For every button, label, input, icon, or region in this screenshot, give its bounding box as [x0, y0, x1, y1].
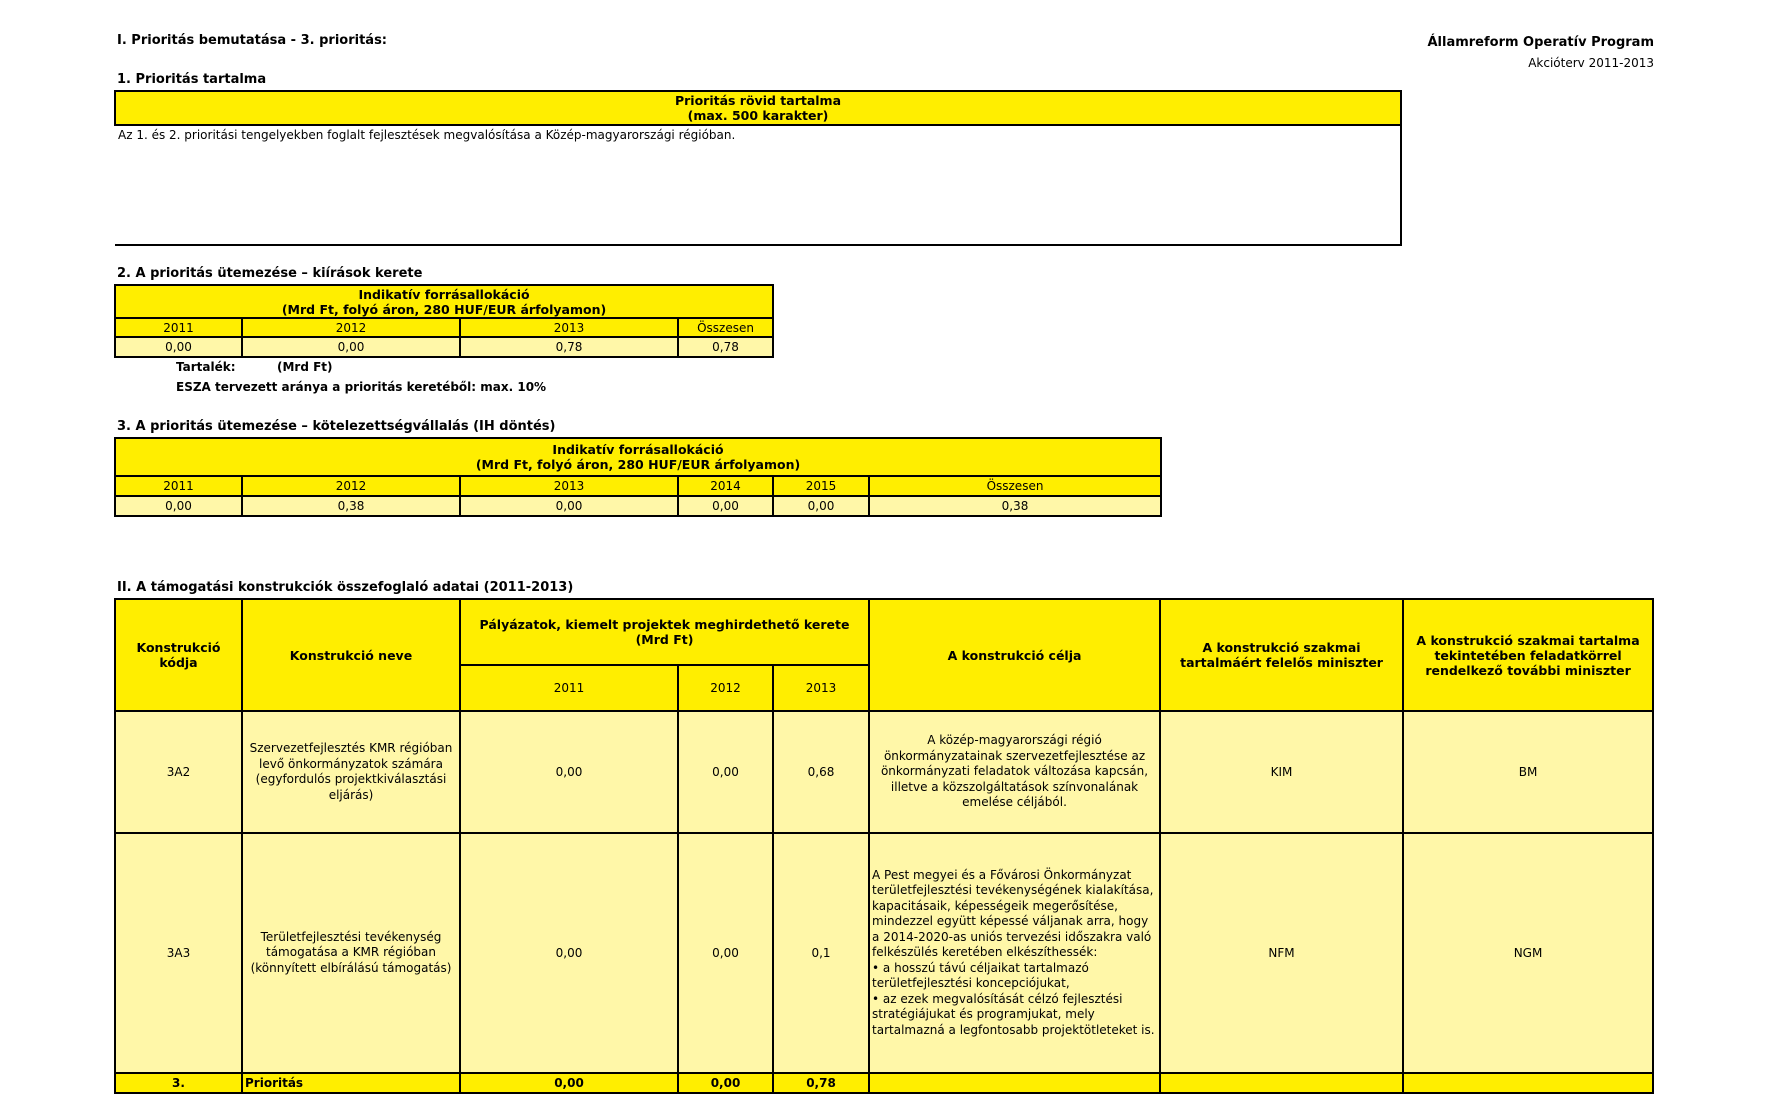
row2-minister: NFM: [1160, 833, 1403, 1073]
s2-val-2012: 0,00: [242, 337, 460, 357]
total-2011: 0,00: [460, 1073, 678, 1093]
section-title: I. Prioritás bemutatása - 3. prioritás:: [117, 33, 388, 48]
row1-2012: 0,00: [678, 711, 773, 833]
plan-title: Akcióterv 2011-2013: [1528, 56, 1654, 70]
row1-other-minister: BM: [1403, 711, 1653, 833]
row2-2013: 0,1: [773, 833, 869, 1073]
s3-col-total: Összesen: [869, 476, 1161, 496]
s3-col-2013: 2013: [460, 476, 678, 496]
s2-table-header: [115, 285, 773, 318]
row2-other-minister: NGM: [1403, 833, 1653, 1073]
total-row: [115, 1073, 1653, 1093]
hdr-2012: 2012: [678, 665, 773, 711]
s3-col-2014: 2014: [678, 476, 773, 496]
row1-code: 3A2: [115, 711, 242, 833]
s2-col-2012: 2012: [242, 318, 460, 337]
hdr-budget: Pályázatok, kiemelt projektek meghirdethető kerete (Mrd Ft): [460, 599, 869, 665]
hdr-2013: 2013: [773, 665, 869, 711]
row2-goal-line3: • az ezek megvalósítását célzó fejlesztési stratégiájukat és programjukat, mely tartalmazná a legfontosabb projektötleteket is.: [872, 991, 1155, 1037]
priority-content-header-line2: (max. 500 karakter): [687, 108, 829, 123]
s3-col-2011: 2011: [115, 476, 242, 496]
row1-name: Szervezetfejlesztés KMR régióban levő önkormányzatok számára (egyfordulós projektkiválasztási eljárás): [242, 711, 460, 833]
s2-val-2011: 0,00: [115, 337, 242, 357]
row2-goal-line1: A Pest megyei és a Fővárosi Önkormányzat területfejlesztési tevékenységének kialakítása, kapacitásaik, képességeik megerősítése, mindezzel együtt képessé váljanak arra, hogy a 2014-2020-as uniós tervezési időszakra való felkészülés keretében elkészíthessék:: [872, 867, 1154, 960]
hdr-code: Konstrukció kódja: [115, 599, 242, 711]
s2-allocation-table: [114, 284, 774, 358]
s2-val-2013: 0,78: [460, 337, 678, 357]
s2-table-header-line1: Indikatív forrásallokáció: [358, 286, 530, 302]
priority-content-header: [115, 91, 1401, 125]
construction-summary-table: [114, 598, 1654, 1094]
table-row: [115, 711, 1653, 833]
esza-note: ESZA tervezett aránya a prioritás keretéből: max. 10%: [176, 380, 547, 394]
s2-col-total: Összesen: [678, 318, 773, 337]
s4-title: II. A támogatási konstrukciók összefoglaló adatai (2011-2013): [117, 580, 574, 595]
s2-col-2013: 2013: [460, 318, 678, 337]
row2-goal: [869, 833, 1160, 1073]
row1-2013: 0,68: [773, 711, 869, 833]
reserve-unit: (Mrd Ft): [277, 360, 333, 374]
s3-val-total: 0,38: [869, 496, 1161, 516]
hdr-goal: A konstrukció célja: [869, 599, 1160, 711]
s3-table-header-line1: Indikatív forrásallokáció: [552, 442, 724, 457]
total-name: Prioritás: [242, 1073, 460, 1093]
s3-title: 3. A prioritás ütemezése – kötelezettségvállalás (IH döntés): [117, 419, 556, 434]
s3-col-2012: 2012: [242, 476, 460, 496]
priority-content-header-line1: Prioritás rövid tartalma: [674, 93, 842, 108]
row1-goal: A közép-magyarországi régió önkormányzatainak szervezetfejlesztése az önkormányzati feladatok változása kapcsán, illetve a közszolgáltatások színvonalának emelése céljából.: [869, 711, 1160, 833]
row2-2012: 0,00: [678, 833, 773, 1073]
s3-val-2012: 0,38: [242, 496, 460, 516]
total-minister: [1160, 1073, 1403, 1093]
s2-val-total: 0,78: [678, 337, 773, 357]
hdr-other-minister: A konstrukció szakmai tartalma tekintetében feladatkörrel rendelkező további miniszter: [1403, 599, 1653, 711]
s3-val-2015: 0,00: [773, 496, 869, 516]
hdr-name: Konstrukció neve: [242, 599, 460, 711]
s3-col-2015: 2015: [773, 476, 869, 496]
program-title: Államreform Operatív Program: [1427, 35, 1654, 50]
row2-name: Területfejlesztési tevékenység támogatása a KMR régióban (könnyített elbírálású támogatás): [242, 833, 460, 1073]
hdr-minister: A konstrukció szakmai tartalmáért felelős miniszter: [1160, 599, 1403, 711]
row1-minister: KIM: [1160, 711, 1403, 833]
row1-2011: 0,00: [460, 711, 678, 833]
s3-allocation-table: [114, 437, 1162, 517]
total-2012: 0,00: [678, 1073, 773, 1093]
s3-table-header-line2: (Mrd Ft, folyó áron, 280 HUF/EUR árfolyamon): [475, 457, 801, 472]
table-row: [115, 833, 1653, 1073]
total-other-minister: [1403, 1073, 1653, 1093]
total-goal: [869, 1073, 1160, 1093]
reserve-label: Tartalék:: [176, 360, 236, 374]
s2-title: 2. A prioritás ütemezése – kiírások kerete: [117, 266, 423, 281]
priority-content-box: [114, 90, 1402, 246]
hdr-2011: 2011: [460, 665, 678, 711]
row2-2011: 0,00: [460, 833, 678, 1073]
row2-code: 3A3: [115, 833, 242, 1073]
s3-table-header: [115, 438, 1161, 476]
total-2013: 0,78: [773, 1073, 869, 1093]
s3-val-2013: 0,00: [460, 496, 678, 516]
s2-col-2011: 2011: [115, 318, 242, 337]
s1-title: 1. Prioritás tartalma: [117, 72, 267, 87]
s3-val-2011: 0,00: [115, 496, 242, 516]
row2-goal-line2: • a hosszú távú céljaikat tartalmazó területfejlesztési koncepciójukat,: [872, 960, 1089, 991]
s3-val-2014: 0,00: [678, 496, 773, 516]
priority-content-text: Az 1. és 2. prioritási tengelyekben foglalt fejlesztések megvalósítása a Közép-magyarországi régióban.: [115, 125, 1401, 245]
total-code: 3.: [115, 1073, 242, 1093]
s2-table-header-line2: (Mrd Ft, folyó áron, 280 HUF/EUR árfolyamon): [281, 301, 607, 317]
